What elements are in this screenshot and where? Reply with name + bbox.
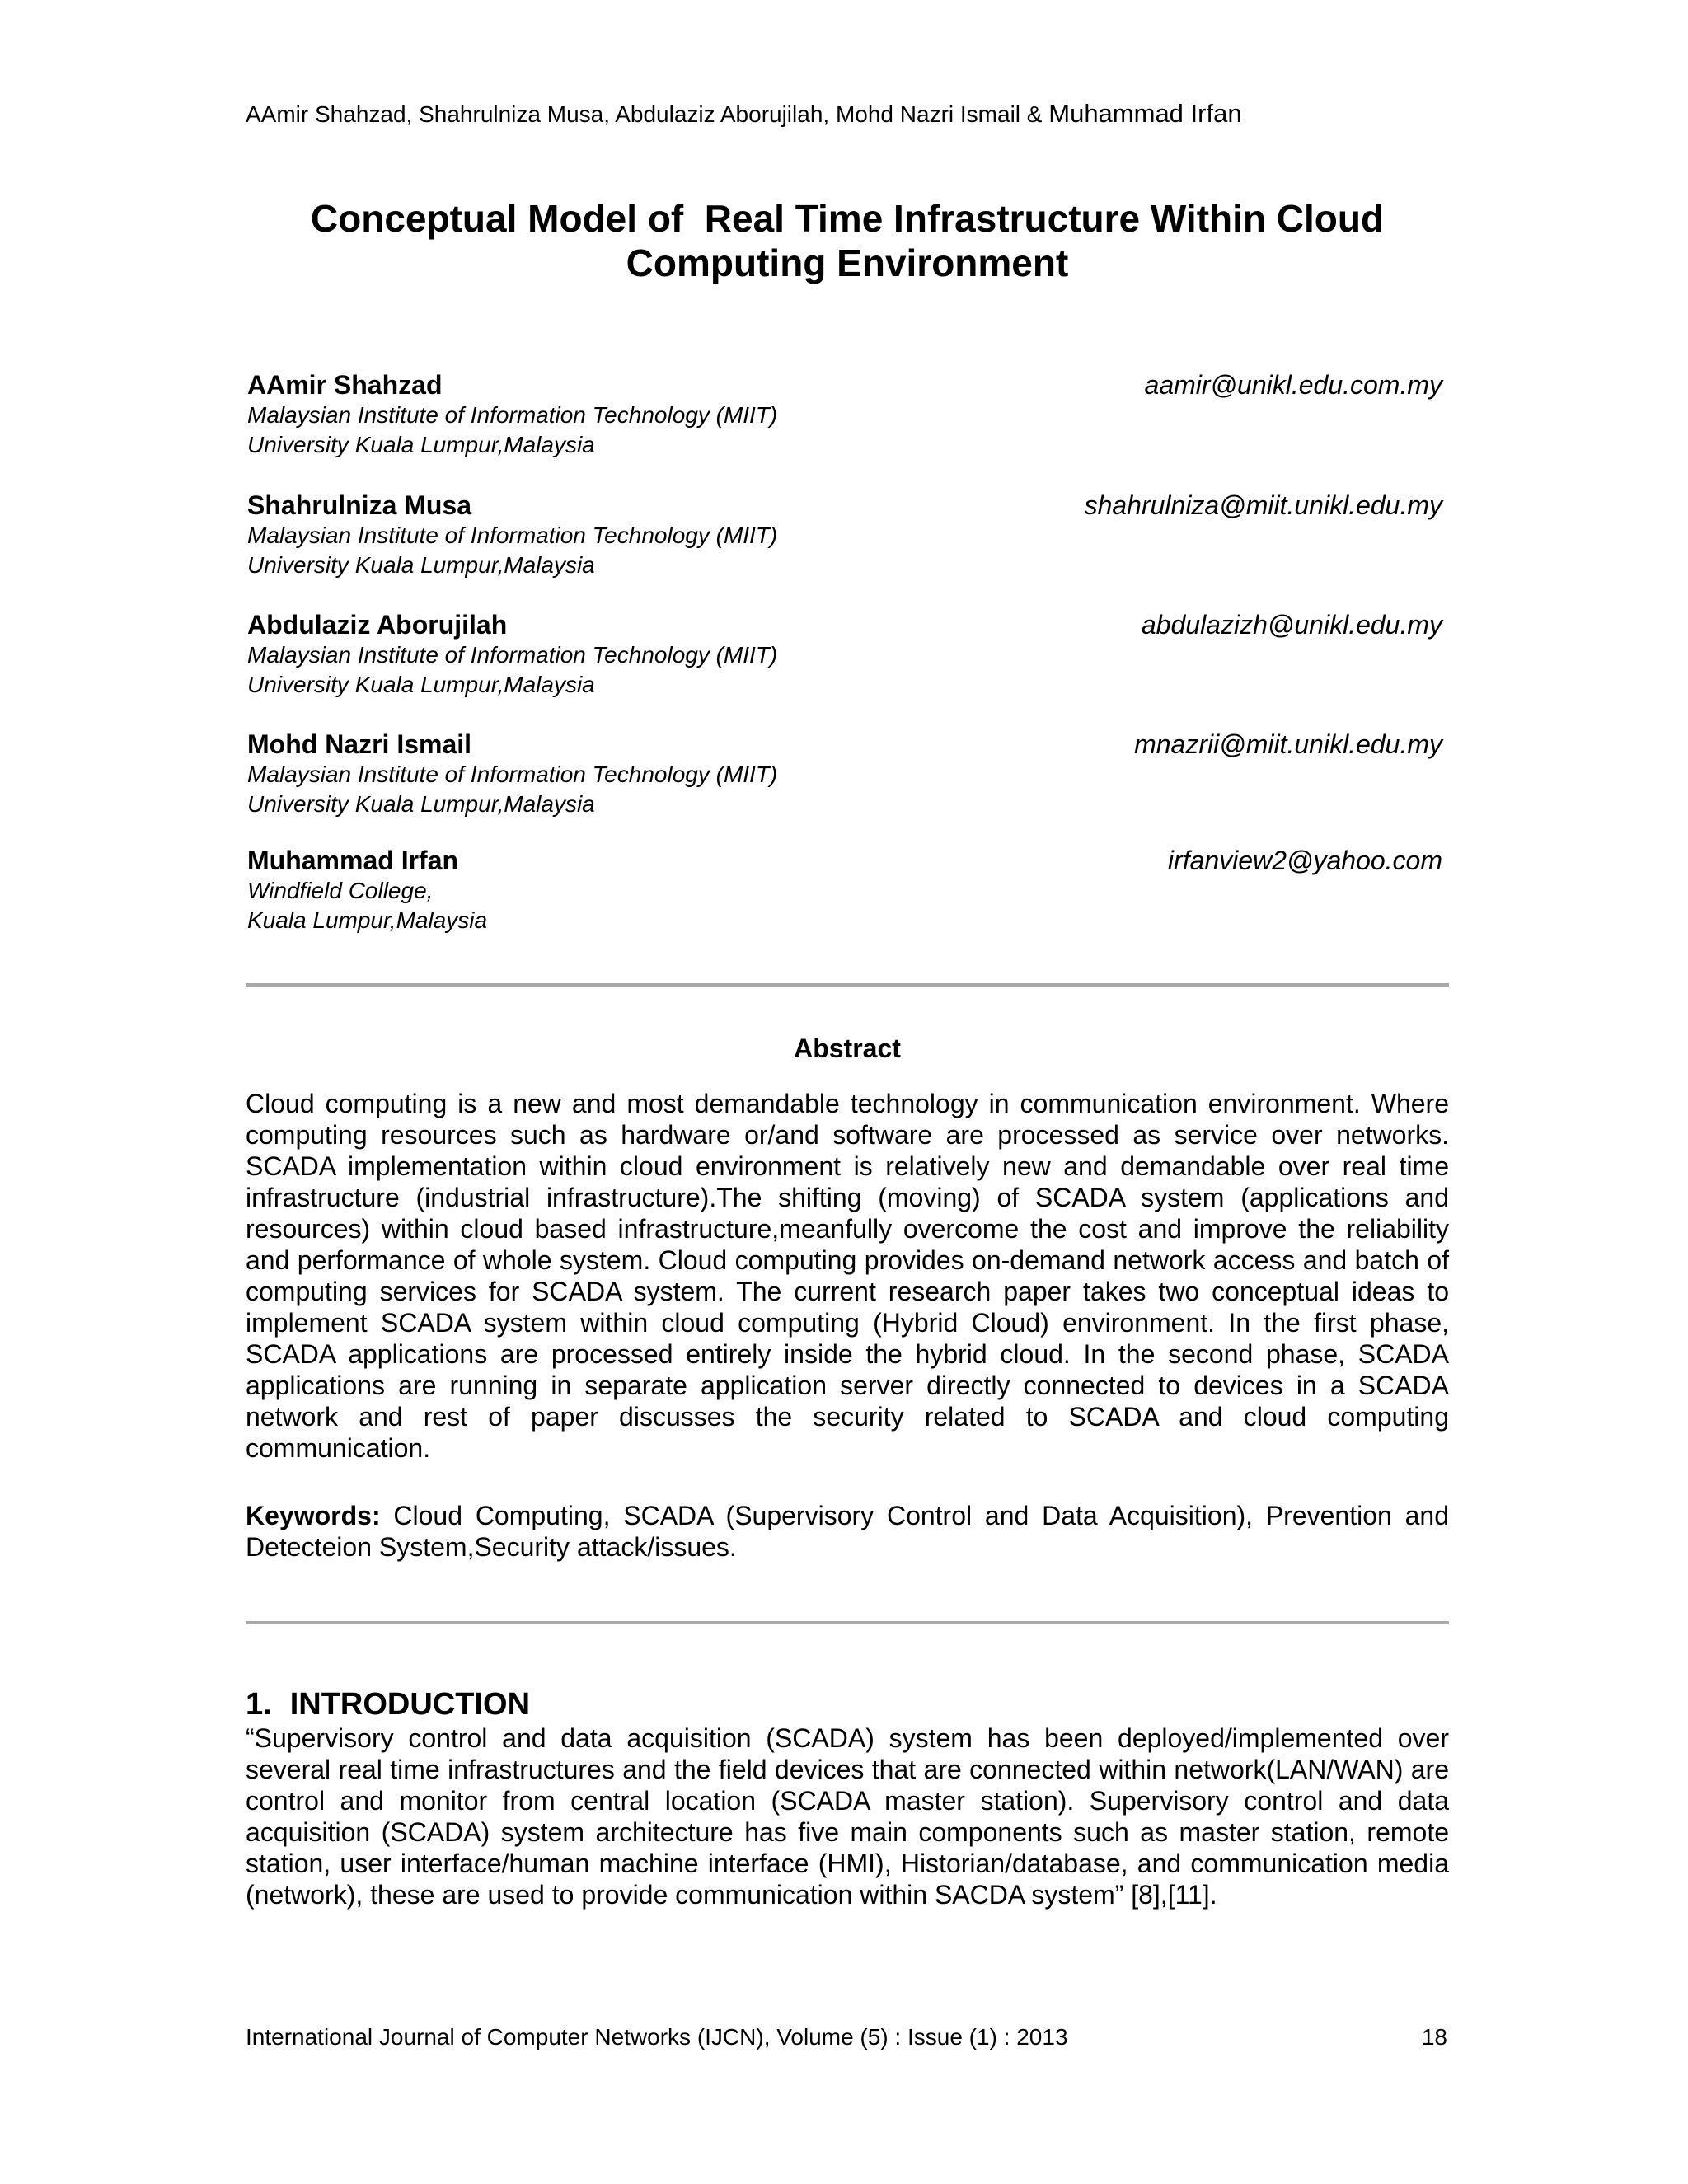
author-affiliation: Malaysian Institute of Information Technology (MIIT) — [247, 523, 778, 548]
paper-title — [246, 196, 1449, 285]
title-line-2: Computing Environment — [626, 241, 1069, 284]
author-block — [247, 609, 1442, 700]
author-block — [247, 729, 1442, 819]
section-heading — [246, 1686, 530, 1722]
author-affiliation: University Kuala Lumpur,Malaysia — [247, 672, 595, 697]
footer-journal: International Journal of Computer Networks (IJCN), Volume (5) : Issue (1) : 2013 — [246, 2024, 1068, 2050]
author-email[interactable]: abdulazizh@unikl.edu.my — [1141, 610, 1442, 640]
author-affiliation: Kuala Lumpur,Malaysia — [247, 907, 488, 933]
author-email[interactable]: irfanview2@yahoo.com — [1167, 846, 1442, 875]
section-number: 1. — [246, 1687, 272, 1722]
abstract-text: Cloud computing is a new and most demandable technology in communication environment. Where computing resources such as hardware or/and software are processed as service over networks. SCADA implementation within cloud environment is relatively new and demandable over real time infrastructure (industrial infrastructure).The shifting (moving) of SCADA system (applications and resources) within cloud based infrastructure,meanfully overcome the cost and improve the reliability and performance of whole system. Cloud computing provides on-demand network access and batch of computing services for SCADA system. The current research paper takes two conceptual ideas to implement SCADA system within cloud computing (Hybrid Cloud) environment. In the first phase, SCADA applications are processed entirely inside the hybrid cloud. In the second phase, SCADA applications are running in separate application server directly connected to devices in a SCADA network and rest of paper discusses the security related to SCADA and cloud computing communication. — [246, 1089, 1449, 1463]
abstract-heading: Abstract — [794, 1033, 901, 1063]
section-divider — [246, 1621, 1449, 1624]
author-affiliation: Malaysian Institute of Information Technology (MIIT) — [247, 642, 778, 668]
author-name: AAmir Shahzad — [247, 370, 443, 400]
running-head-authors: AAmir Shahzad, Shahrulniza Musa, Abdulaziz Aborujilah, Mohd Nazri Ismail & — [246, 101, 1043, 127]
author-affiliation: University Kuala Lumpur,Malaysia — [247, 791, 595, 817]
section-title: INTRODUCTION — [289, 1687, 531, 1722]
author-name: Mohd Nazri Ismail — [247, 729, 472, 759]
section-divider — [246, 983, 1449, 987]
author-block — [247, 490, 1442, 580]
author-block — [247, 845, 1442, 935]
author-affiliation: Malaysian Institute of Information Technology (MIIT) — [247, 402, 778, 428]
author-affiliation: University Kuala Lumpur,Malaysia — [247, 432, 595, 457]
author-block — [247, 369, 1442, 460]
running-head-last-author: Muhammad Irfan — [1048, 99, 1242, 128]
author-name: Abdulaziz Aborujilah — [247, 610, 508, 640]
author-name: Muhammad Irfan — [247, 846, 459, 875]
author-email[interactable]: mnazrii@miit.unikl.edu.my — [1134, 729, 1442, 759]
introduction-text: “Supervisory control and data acquisition (SCADA) system has been deployed/implemented over several real time infrastructures and the field devices that are connected within network(LAN/WAN) are control and monitor from central location (SCADA master station). Supervisory control and data acquisition (SCADA) system architecture has five main components such as master station, remote station, user interface/human machine interface (HMI), Historian/database, and communication media (network), these are used to provide communication within SACDA system” [8],[11]. — [246, 1723, 1449, 1910]
author-email[interactable]: shahrulniza@miit.unikl.edu.my — [1084, 490, 1442, 520]
running-head — [246, 99, 1242, 129]
author-email[interactable]: aamir@unikl.edu.com.my — [1144, 370, 1442, 400]
keywords-label: Keywords: — [246, 1501, 381, 1530]
page-number: 18 — [1421, 2024, 1447, 2050]
author-affiliation: University Kuala Lumpur,Malaysia — [247, 552, 595, 578]
author-name: Shahrulniza Musa — [247, 490, 472, 520]
author-affiliation: Malaysian Institute of Information Technology (MIIT) — [247, 762, 778, 787]
author-affiliation: Windfield College, — [247, 878, 434, 903]
title-line-1: Conceptual Model of Real Time Infrastructure Within Cloud — [310, 197, 1385, 240]
keywords — [246, 1500, 1449, 1563]
keywords-text: Cloud Computing, SCADA (Supervisory Control and Data Acquisition), Prevention and Detecteion System,Security attack/issues. — [246, 1501, 1450, 1562]
